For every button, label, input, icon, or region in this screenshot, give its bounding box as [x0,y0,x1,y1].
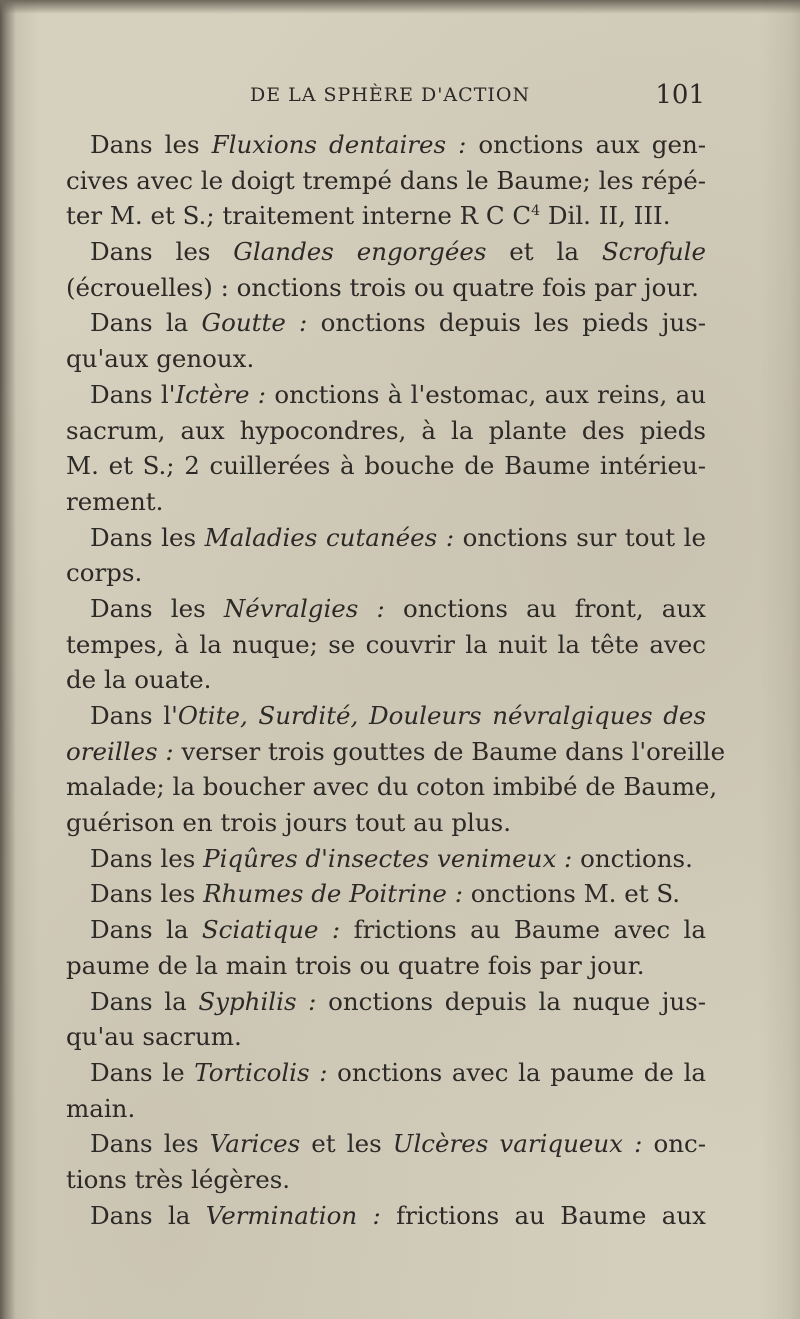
text-segment: Dans les [90,843,204,873]
text-segment: Dans les [90,879,204,909]
text-line [66,984,706,1020]
italic-term: Syphilis : [198,986,317,1016]
text-line [66,484,706,520]
superscript: 4 [531,203,541,220]
text-segment: onctions avec la paume de la [327,1057,707,1087]
text-segment: guérison en trois jours tout au plus. [66,808,512,838]
text-segment: et les [300,1129,393,1159]
text-segment: Dans la [90,986,199,1016]
text-segment: onctions depuis la nuque jus- [316,986,706,1016]
text-segment: sacrum, aux hypocondres, à la plante des pieds [66,415,706,445]
text-line [66,555,706,591]
page-header [250,80,705,114]
text-line [66,805,706,841]
text-segment: onctions à l'estomac, aux reins, au [266,379,706,409]
text-line [66,1126,706,1162]
text-segment: onctions depuis les pieds jus- [307,308,707,338]
italic-term: Fluxions dentaires : [211,130,467,159]
text-segment: qu'au sacrum. [66,1022,242,1052]
text-line [66,627,706,663]
italic-term: Ictère : [175,379,267,409]
text-segment: verser trois gouttes de Baume dans l'oreille [173,736,726,766]
text-segment: M. et S.; 2 cuillerées à bouche de Baume intérieu- [66,451,706,481]
text-segment: Dans les [90,522,205,552]
text-segment: qu'aux genoux. [66,344,255,374]
text-segment: onctions au front, aux [384,593,707,623]
text-segment: ter M. et S.; traitement interne R C C [66,201,532,231]
text-segment: cives avec le doigt trempé dans le Baume; les répé- [66,165,706,195]
text-segment: Dans les [90,593,224,623]
text-segment: Dans le [90,1057,195,1087]
text-segment: frictions au Baume avec la [340,915,706,945]
text-line [66,234,706,270]
text-segment: onctions. [572,843,693,873]
text-line [66,377,706,413]
text-line [66,305,706,341]
italic-term: Piqûres d'insectes venimeux : [203,843,573,873]
text-segment: Dans la [90,1200,206,1230]
text-line [66,413,706,449]
italic-term: Vermination : [205,1200,381,1230]
text-segment: onc- [642,1129,706,1159]
text-segment: Dans l' [90,701,178,730]
text-line [66,163,706,199]
text-line [66,127,706,163]
text-segment: rement. [66,486,164,516]
italic-term: Scrofule [601,237,707,267]
text-segment: onctions sur tout le [454,522,706,552]
text-line [66,591,706,627]
text-line [66,698,706,734]
text-line [66,448,706,484]
italic-term: oreilles : [66,736,174,766]
text-segment: Dans la [90,915,202,945]
italic-term: Ulcères variqueux : [392,1129,643,1159]
italic-term: Névralgies : [223,593,385,623]
text-line [66,662,706,698]
italic-term: Rhumes de Poitrine : [203,879,463,909]
text-line [66,520,706,556]
text-segment: (écrouelles) : onctions trois ou quatre fois par jour. [66,272,699,302]
text-segment: et la [486,237,602,267]
text-segment: Dans les [90,1129,210,1159]
text-line [66,769,718,805]
text-segment: paume de la main trois ou quatre fois par jour. [66,950,645,980]
italic-term: Goutte : [201,308,308,338]
text-segment: Dil. II, III. [540,201,671,231]
text-segment: Dans les [90,237,234,267]
text-line [66,841,706,877]
text-segment: tempes, à la nuque; se couvrir la nuit la tête avec [66,629,706,659]
text-segment: onctions M. et S. [462,879,681,909]
text-line [66,912,706,948]
page-number: 101 [655,80,705,110]
text-segment: Dans les [90,130,212,159]
text-line [66,734,726,770]
page-edge-shadow [0,0,800,14]
text-segment: Dans l' [90,379,176,409]
italic-term: Varices [209,1129,301,1159]
text-line [66,341,706,377]
italic-term: Maladies cutanées : [204,522,455,552]
text-segment: de la ouate. [66,665,212,695]
body-text [66,127,726,1233]
text-segment: malade; la boucher avec du coton imbibé de Baume, [66,772,718,802]
text-line [66,948,706,984]
text-line [66,1019,706,1055]
text-segment: tions très légères. [66,1164,291,1194]
text-line [66,1162,706,1198]
text-segment: onctions aux gen- [466,130,706,159]
text-line [66,876,706,912]
italic-term: Sciatique : [201,915,341,945]
running-head: DE LA SPHÈRE D'ACTION [250,84,531,106]
italic-term: Glandes engorgées [233,237,487,267]
italic-term: Otite, Surdité, Douleurs névralgiques des [177,701,706,730]
text-segment: main. [66,1093,136,1123]
text-line [66,1091,706,1127]
text-segment: frictions au Baume aux [380,1200,706,1230]
text-line [66,1198,706,1234]
text-line [66,1055,706,1091]
text-line [66,270,706,306]
italic-term: Torticolis : [194,1057,328,1087]
text-segment: Dans la [90,308,202,338]
text-line [66,198,706,234]
text-segment: corps. [66,558,143,588]
